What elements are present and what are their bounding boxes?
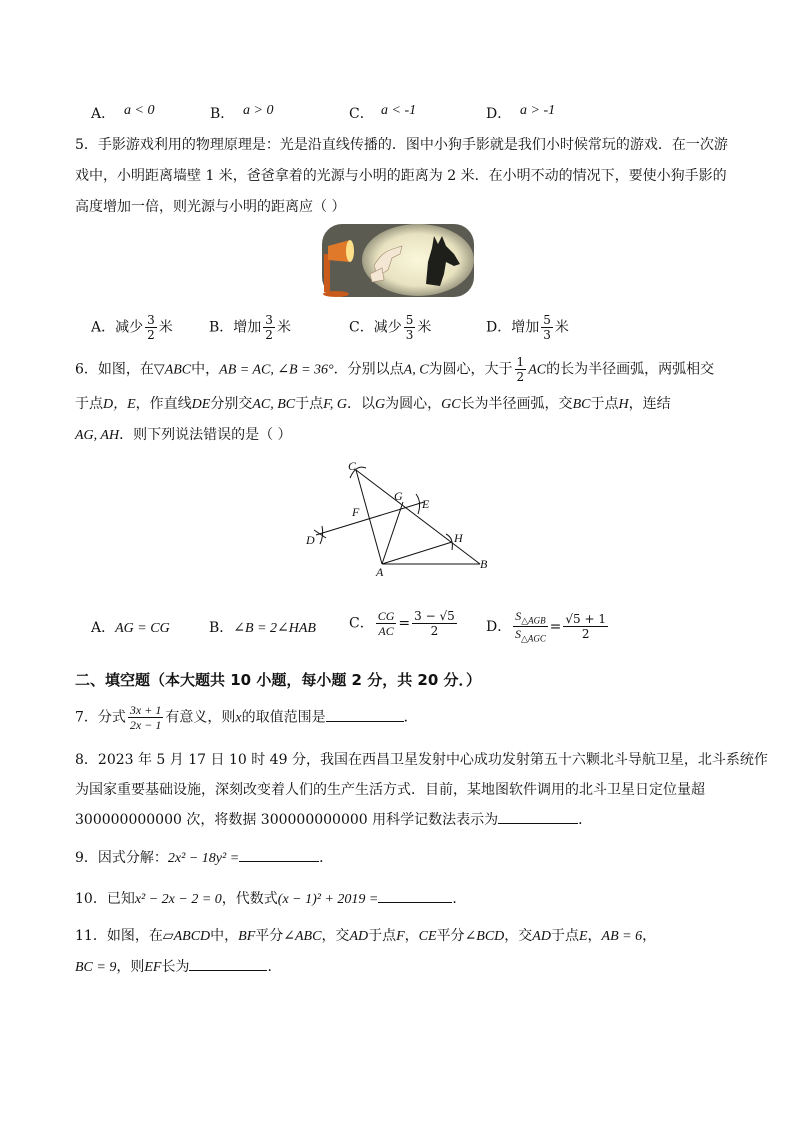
segment: EF [144, 960, 162, 975]
segment: BC [572, 397, 591, 412]
q4-opt-b: a > 0 [243, 103, 274, 118]
text: 有意义，则 [165, 709, 236, 726]
label-c: C [348, 459, 357, 473]
text: ． [578, 812, 593, 828]
text: ． [403, 709, 418, 726]
segment: AC [528, 362, 547, 378]
frac-num: 1 [516, 355, 525, 369]
q5-opt-c-label: C．减少 [349, 319, 402, 336]
q4-opt-a-label: A． [91, 106, 116, 122]
frac-den: S [514, 627, 521, 642]
segment: AD [532, 929, 551, 944]
frac-den: 3 [405, 328, 414, 342]
line: DE [191, 397, 211, 412]
expression: 2x² − 18y² = [167, 851, 240, 866]
subscript: △AGC [520, 633, 546, 644]
text: 长为 [161, 959, 190, 975]
text: 6．如图，在 [75, 361, 154, 378]
q4-opt-d: a > -1 [520, 103, 556, 118]
answer-blank[interactable] [189, 956, 267, 971]
label-f: F [352, 505, 360, 519]
answer-blank[interactable] [378, 888, 452, 903]
parallelogram: ▱ABCD [162, 929, 211, 944]
expression: (x − 1)² + 2019 = [277, 892, 379, 907]
frac-den: 2 [516, 370, 525, 384]
q5-opt-b-label: B．增加 [209, 319, 262, 336]
frac-num: S [515, 609, 522, 623]
text: ，连结 [628, 396, 671, 412]
text: 中， [191, 361, 220, 378]
q6-opt-d-label: D． [486, 618, 512, 635]
text: 300000000000 次，将数据 300000000000 用科学记数法表示为 [75, 812, 499, 828]
points: F, G [323, 397, 347, 412]
q6-opt-a-expr: AG = CG [115, 621, 170, 636]
triangle-figure [300, 458, 500, 580]
q5-opt-a [91, 314, 173, 341]
condition: AB = AC, ∠B = 36° [219, 362, 334, 378]
subscript: △AGB [521, 615, 546, 626]
q5-opt-c [349, 314, 431, 341]
q6-opt-a [91, 617, 170, 637]
q5-opt-b [209, 314, 291, 341]
q6-opt-b [209, 617, 316, 637]
segment: BF [238, 929, 256, 944]
frac-den: 2 [147, 328, 155, 342]
frac-den: 2 [265, 328, 273, 342]
label-b: B [480, 557, 488, 571]
text: 于点 [550, 928, 579, 944]
label-d: D [306, 533, 315, 547]
text: 的取值范围是 [241, 709, 326, 726]
q8-line2: 为国家重要基础设施，深刻改变着人们的生产生活方式．目前，某地图软件调用的北斗卫星日定位量超 [75, 782, 705, 798]
text: 于点 [75, 396, 103, 412]
segment: GC [441, 397, 461, 412]
text: 于点 [368, 928, 397, 944]
q6-opt-c [349, 610, 459, 637]
q4-opt-b-label: B． [210, 106, 235, 122]
q5-line3: 高度增加一倍，则光源与小明的距离应（ ） [75, 199, 346, 215]
frac-num: √5 + 1 [565, 612, 606, 627]
q10 [75, 888, 466, 908]
text: ．则下列说法错误的是（ ） [119, 427, 292, 443]
q8-line1: 8．2023 年 5 月 17 日 10 时 49 分，我国在西昌卫星发射中心成功发射第五十六颗北斗导航卫星，北斗系统作 [75, 752, 768, 768]
text: 为圆心， [385, 396, 442, 412]
text: 平分 [255, 928, 284, 944]
frac-num: 5 [405, 313, 414, 327]
q11-line2 [75, 956, 281, 976]
frac-den: 2x − 1 [129, 718, 162, 732]
text: ， [642, 928, 657, 944]
triangle-abc: ▽ABC [153, 362, 192, 378]
q5-opt-d [486, 314, 569, 341]
q5-line2: 戏中，小明距离墙壁 1 米，爸爸拿着的光源与小明的距离为 2 米．在小明不动的情况下，要使小狗手影的 [75, 168, 727, 184]
text: ， [404, 928, 419, 944]
answer-blank[interactable] [498, 809, 578, 824]
unit: 米 [554, 319, 569, 336]
q6-line3 [75, 424, 292, 444]
equation: x² − 2x − 2 = 0 [134, 892, 222, 907]
q11-line1 [75, 925, 656, 945]
answer-blank[interactable] [239, 847, 319, 862]
section-title: 二、填空题（本大题共 10 小题，每小题 2 分，共 20 分．） [75, 671, 482, 689]
text: 于点 [590, 396, 619, 412]
text: ． [267, 959, 282, 975]
q5-opt-d-label: D．增加 [486, 319, 540, 336]
q5-line1: 5．手影游戏利用的物理原理是：光是沿直线传播的．图中小狗手影就是我们小时候常玩的游戏．在一次游 [75, 137, 728, 153]
point: H [618, 397, 629, 412]
text: 平分 [436, 928, 465, 944]
frac-den: AC [378, 624, 394, 638]
q4-opt-a: a < 0 [124, 103, 155, 118]
segments: AC, BC [252, 397, 296, 412]
condition: BC = 9 [75, 960, 117, 975]
frac-num: 3 [265, 313, 273, 327]
q6-line2 [75, 393, 671, 413]
text: 7．分式 [75, 709, 126, 726]
q6-opt-b-label: B． [209, 620, 234, 636]
segment: AD [349, 929, 369, 944]
text: ，作直线 [135, 396, 192, 412]
q6-opt-a-label: A． [91, 620, 116, 636]
frac-den: 2 [581, 627, 590, 642]
frac-den: 3 [543, 328, 551, 342]
q6-opt-d [486, 610, 610, 644]
label-h: H [454, 531, 463, 545]
frac-num: 3x + 1 [129, 703, 162, 717]
condition: AB = 6 [601, 929, 643, 944]
q6-opt-b-expr: ∠B = 2∠HAB [233, 621, 316, 636]
answer-blank[interactable] [326, 707, 404, 722]
text: 10．已知 [75, 891, 135, 907]
frac-num: CG [377, 609, 395, 623]
text: 的长为半径画弧，两弧相交 [546, 361, 715, 378]
equals: = [398, 615, 411, 632]
text: ． [319, 850, 334, 866]
segments: AG, AH [75, 428, 120, 443]
frac-den: 2 [430, 624, 439, 638]
text: ，则 [116, 959, 145, 975]
unit: 米 [417, 319, 432, 336]
text: ，交 [504, 928, 533, 944]
text: ．以 [346, 396, 375, 412]
q8-line3 [75, 809, 592, 829]
q5-opt-a-label: A．减少 [91, 319, 144, 336]
text: 分别交 [210, 396, 253, 412]
q6-opt-c-label: C． [349, 615, 374, 632]
segment: CE [418, 929, 437, 944]
text: 长为半径画弧，交 [460, 396, 573, 412]
text: 为圆心，大于 [428, 361, 513, 378]
hand-shadow-image [322, 224, 474, 297]
q6-line1 [75, 356, 714, 383]
q4-opt-d-label: D． [486, 106, 512, 122]
points: A, C [403, 362, 429, 378]
q9 [75, 847, 333, 867]
point: F [396, 929, 405, 944]
text: ． [452, 891, 467, 907]
unit: 米 [158, 319, 173, 336]
angle: ∠ABC [283, 929, 322, 944]
label-g: G [394, 489, 403, 503]
text: ．分别以点 [333, 361, 404, 378]
text: ，交 [321, 928, 350, 944]
point: E [578, 929, 588, 944]
text: 11．如图，在 [75, 928, 163, 944]
frac-num: 3 [147, 313, 155, 327]
text: 9．因式分解： [75, 850, 168, 866]
label-e: E [422, 497, 430, 511]
q4-opt-c: a < -1 [381, 103, 417, 118]
points: D，E [103, 397, 136, 412]
point: G [374, 397, 386, 412]
text: 于点 [295, 396, 324, 412]
unit: 米 [276, 319, 291, 336]
variable: x [235, 710, 242, 726]
q4-opt-c-label: C． [349, 106, 374, 122]
q7 [75, 704, 418, 731]
text: ， [587, 928, 602, 944]
text: ，代数式 [221, 891, 278, 907]
frac-num: 5 [543, 313, 551, 327]
angle: ∠BCD [464, 929, 505, 944]
text: 中， [210, 928, 239, 944]
frac-num: 3 − √5 [414, 609, 455, 623]
label-a: A [376, 565, 384, 579]
equals: = [549, 618, 562, 635]
